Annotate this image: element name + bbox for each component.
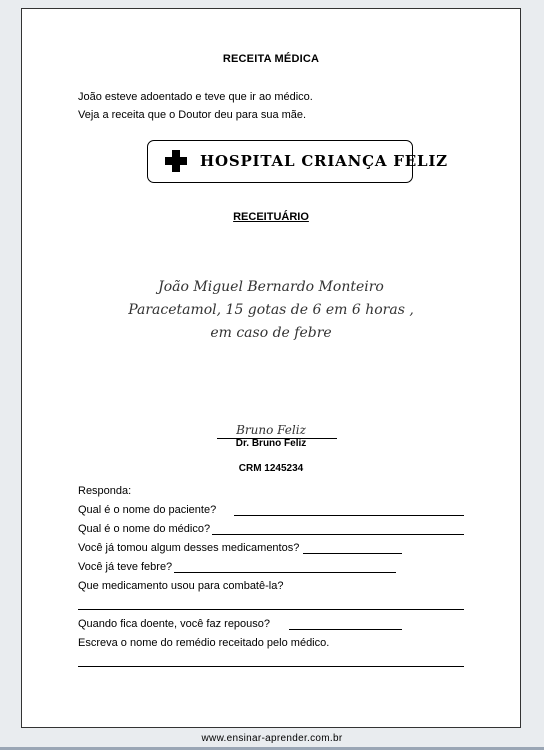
- question-5: Que medicamento usou para combatê-la?: [78, 580, 284, 592]
- prescription-heading: RECEITUÁRIO: [233, 211, 309, 223]
- answer-line-6[interactable]: [289, 629, 402, 630]
- medication-line: Paracetamol, 15 gotas de 6 em 6 horas ,: [128, 302, 414, 318]
- cross-icon: [165, 150, 187, 172]
- answer-line-7[interactable]: [78, 666, 464, 667]
- worksheet-page: [21, 8, 521, 728]
- question-3: Você já tomou algum desses medicamentos?: [78, 542, 300, 554]
- question-6: Quando fica doente, você faz repouso?: [78, 618, 271, 630]
- patient-name: João Miguel Bernardo Monteiro: [158, 279, 384, 295]
- handwritten-signature: Bruno Feliz: [236, 423, 306, 437]
- hospital-name: HOSPITAL CRIANÇA FELIZ: [200, 152, 448, 170]
- questions-intro: Responda:: [78, 485, 132, 497]
- condition-line: em caso de febre: [210, 325, 332, 341]
- answer-line-2[interactable]: [212, 534, 464, 535]
- question-1: Qual é o nome do paciente?: [78, 504, 217, 516]
- answer-line-1[interactable]: [234, 515, 464, 516]
- question-4: Você já teve febre?: [78, 561, 173, 573]
- question-7: Escreva o nome do remédio receitado pelo médico.: [78, 637, 330, 649]
- answer-line-3[interactable]: [303, 553, 402, 554]
- doctor-name: Dr. Bruno Feliz: [235, 438, 307, 449]
- answer-line-4[interactable]: [174, 572, 396, 573]
- intro-line-1: João esteve adoentado e teve que ir ao médico.: [78, 91, 313, 103]
- hospital-logo-box: [147, 140, 448, 183]
- answer-line-5[interactable]: [78, 609, 464, 610]
- doctor-crm: CRM 1245234: [238, 463, 304, 474]
- page-title: RECEITA MÉDICA: [222, 53, 320, 65]
- intro-line-2: Veja a receita que o Doutor deu para sua mãe.: [78, 109, 307, 121]
- question-2: Qual é o nome do médico?: [78, 523, 211, 535]
- footer-site-link[interactable]: www.ensinar-aprender.com.br: [201, 733, 343, 744]
